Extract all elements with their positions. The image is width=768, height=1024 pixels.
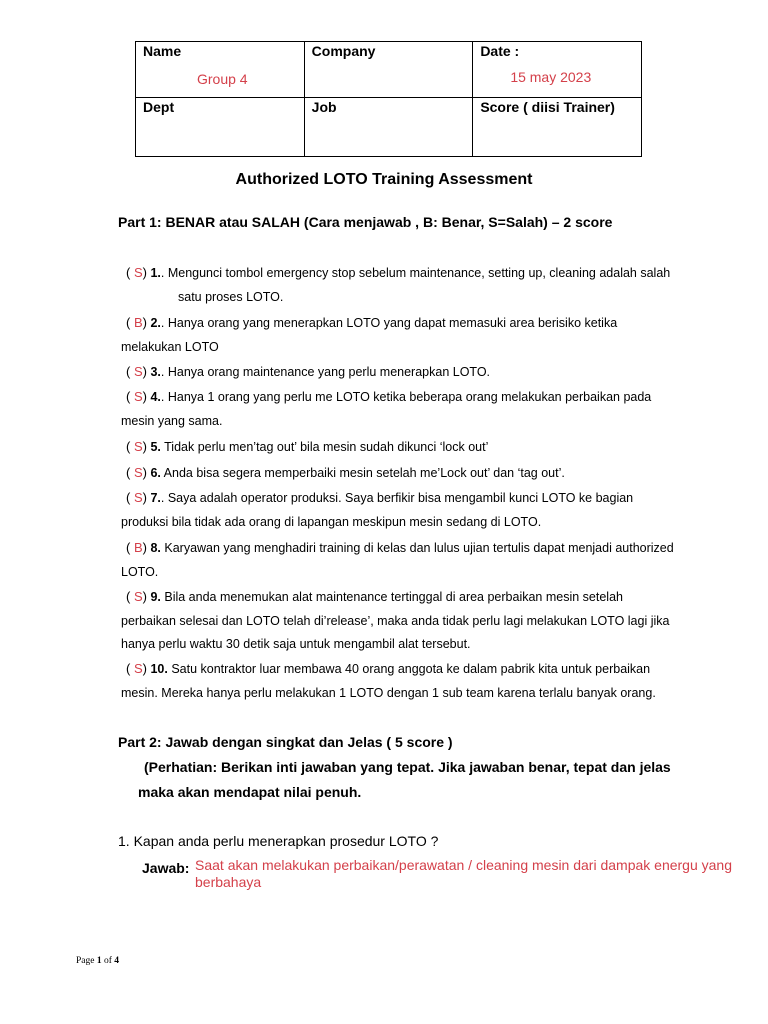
- question-10-line-1: ( S) 10. Satu kontraktor luar membawa 40 orang anggota ke dalam pabrik kita untuk perbaikan: [126, 661, 651, 676]
- question-4-number: 4.: [150, 390, 161, 404]
- company-label: Company: [311, 43, 376, 59]
- question-10-number: 10.: [150, 662, 168, 676]
- question-5-line-1: ( S) 5. Tidak perlu men’tag out’ bila mesin sudah dikunci ‘lock out’: [126, 439, 489, 454]
- part2-note-line-1: (Perhatian: Berikan inti jawaban yang tepat. Jika jawaban benar, tepat dan jelas: [144, 759, 671, 775]
- job-label: Job: [311, 99, 337, 115]
- question-9-answer: S: [133, 589, 143, 604]
- page-prefix: Page: [76, 956, 97, 966]
- dept-label: Dept: [143, 99, 175, 115]
- question-4-text: . Hanya 1 orang yang perlu me LOTO ketika beberapa orang melakukan perbaikan pada: [160, 390, 652, 404]
- question-8-line-1: ( B) 8. Karyawan yang menghadiri training di kelas dan lulus ujian tertulis dapat menjadi authorized: [126, 540, 674, 555]
- question-6-answer: S: [133, 465, 143, 480]
- question-1-line-1: ( S) 1.. Mengunci tombol emergency stop sebelum maintenance, setting up, cleaning adalah salah: [126, 265, 671, 280]
- question-6-text: Anda bisa segera memperbaiki mesin setelah me’Lock out’ dan ‘tag out’.: [160, 466, 565, 480]
- question-7-answer: S: [133, 490, 143, 505]
- question-1-answer: S: [133, 265, 143, 280]
- page-footer: [76, 956, 119, 966]
- question-5-number: 5.: [150, 440, 161, 454]
- question-3-text: . Hanya orang maintenance yang perlu menerapkan LOTO.: [160, 365, 491, 379]
- question-9-line-3: hanya perlu waktu 30 detik saja untuk mengambil alat tersebut.: [121, 637, 471, 651]
- question-9-line-2: perbaikan selesai dan LOTO telah di’release’, maka anda tidak perlu lagi melakukan LOTO lagi jika: [121, 614, 670, 628]
- header-table: [135, 41, 642, 157]
- question-3-number: 3.: [150, 365, 161, 379]
- page-of: of: [101, 956, 115, 966]
- question-3-answer: S: [133, 364, 143, 379]
- question-9-line-1: ( S) 9. Bila anda menemukan alat maintenance tertinggal di area perbaikan mesin setelah: [126, 589, 623, 604]
- company-cell: [304, 42, 473, 98]
- question-6-line-1: ( S) 6. Anda bisa segera memperbaiki mesin setelah me’Lock out’ dan ‘tag out’.: [126, 465, 565, 480]
- name-value: Group 4: [197, 71, 248, 87]
- question-2-text: . Hanya orang yang menerapkan LOTO yang dapat memasuki area berisiko ketika: [160, 316, 618, 330]
- page-number: 1: [96, 956, 102, 966]
- question-10-line-2: mesin. Mereka hanya perlu melakukan 1 LOTO dengan 1 sub team karena terlalu banyak orang.: [121, 686, 656, 700]
- question-10-answer: S: [133, 661, 143, 676]
- document-title: Authorized LOTO Training Assessment: [235, 171, 533, 188]
- page-total: 4: [114, 956, 120, 966]
- question-9-number: 9.: [150, 590, 161, 604]
- date-value: 15 may 2023: [510, 69, 592, 85]
- part2-note-line-2: maka akan mendapat nilai penuh.: [138, 784, 362, 800]
- question-1-number: 1.: [150, 266, 161, 280]
- date-label: Date :: [480, 43, 520, 59]
- name-label: Name: [143, 43, 182, 59]
- question-4-line-2: mesin yang sama.: [121, 414, 223, 428]
- question-6-number: 6.: [150, 466, 161, 480]
- question-8-line-2: LOTO.: [121, 565, 159, 579]
- question-8-number: 8.: [150, 541, 161, 555]
- question-2-line-2: melakukan LOTO: [121, 340, 219, 354]
- question-1-text: . Mengunci tombol emergency stop sebelum maintenance, setting up, cleaning adalah salah: [160, 266, 671, 280]
- jawab-label: Jawab:: [142, 860, 190, 876]
- dept-cell: [136, 98, 305, 157]
- part1-heading: Part 1: BENAR atau SALAH (Cara menjawab , B: Benar, S=Salah) – 2 score: [118, 214, 613, 230]
- question-2-number: 2.: [150, 316, 161, 330]
- question-4-line-1: ( S) 4.. Hanya 1 orang yang perlu me LOTO ketika beberapa orang melakukan perbaikan pada: [126, 389, 652, 404]
- job-cell: [304, 98, 473, 157]
- question-10-text: Satu kontraktor luar membawa 40 orang anggota ke dalam pabrik kita untuk perbaikan: [167, 662, 651, 676]
- question-7-number: 7.: [150, 491, 161, 505]
- question-2-answer: B: [133, 315, 143, 330]
- jawab-answer: Saat akan melakukan perbaikan/perawatan / cleaning mesin dari dampak energu yang berbahaya: [195, 857, 733, 890]
- question-8-text: Karyawan yang menghadiri training di kelas dan lulus ujian tertulis dapat menjadi authorized: [160, 541, 674, 555]
- part2-heading: Part 2: Jawab dengan singkat dan Jelas ( 5 score ): [118, 734, 453, 750]
- score-label: Score ( diisi Trainer): [480, 99, 615, 115]
- question-9-text: Bila anda menemukan alat maintenance tertinggal di area perbaikan mesin setelah: [160, 590, 623, 604]
- question-7-line-1: ( S) 7.. Saya adalah operator produksi. Saya berfikir bisa mengambil kunci LOTO ke bagian: [126, 490, 634, 505]
- date-cell: [473, 42, 642, 98]
- score-cell: [473, 98, 642, 157]
- question-2-line-1: ( B) 2.. Hanya orang yang menerapkan LOTO yang dapat memasuki area berisiko ketika: [126, 315, 618, 330]
- question-4-answer: S: [133, 389, 143, 404]
- question-5-answer: S: [133, 439, 143, 454]
- question-7-text: . Saya adalah operator produksi. Saya berfikir bisa mengambil kunci LOTO ke bagian: [160, 491, 634, 505]
- question-1-line-2: satu proses LOTO.: [178, 290, 284, 304]
- question-5-text: Tidak perlu men’tag out’ bila mesin sudah dikunci ‘lock out’: [160, 440, 489, 454]
- part2-question-1: 1. Kapan anda perlu menerapkan prosedur LOTO ?: [118, 833, 439, 849]
- question-3-line-1: ( S) 3.. Hanya orang maintenance yang perlu menerapkan LOTO.: [126, 364, 491, 379]
- question-8-answer: B: [133, 540, 143, 555]
- question-7-line-2: produksi bila tidak ada orang di lapangan meskipun mesin sedang di LOTO.: [121, 515, 542, 529]
- name-cell: [136, 42, 305, 98]
